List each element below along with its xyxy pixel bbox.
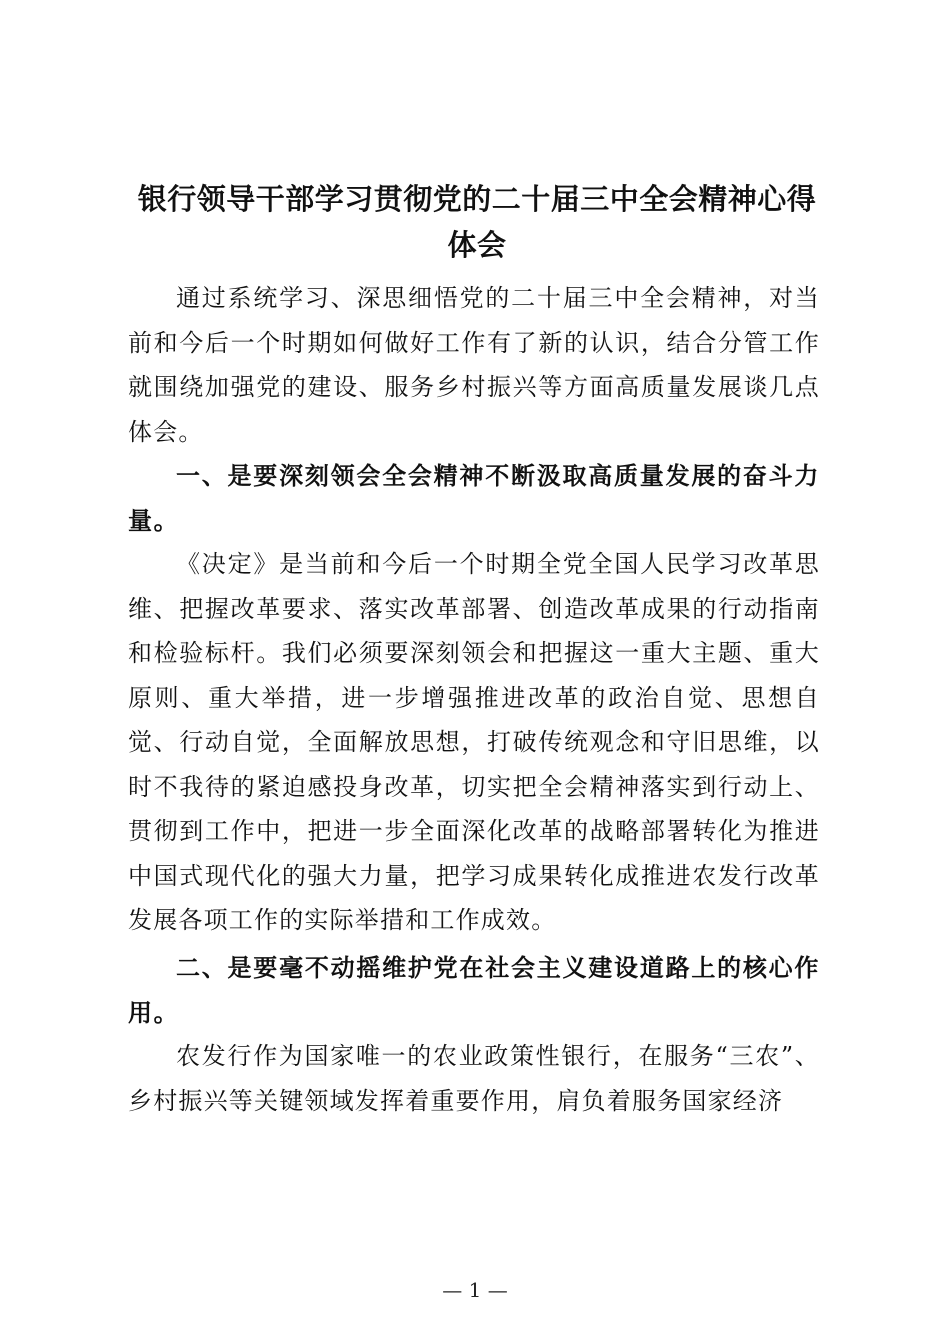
section-1-paragraph: 《决定》是当前和今后一个时期全党全国人民学习改革思维、把握改革要求、落实改革部署、创造改革成果的行动指南和检验标杆。我们必须要深刻领会和把握这一重大主题、重大原则、重大举措，进一步增强推进改革的政治自觉、思想自觉、行动自觉，全面解放思想，打破传统观念和守旧思维，以时不我待的紧迫感投身改革，切实把全会精神落实到行动上、贯彻到工作中，把进一步全面深化改革的战略部署转化为推进中国式现代化的强大力量，把学习成果转化成推进农发行改革发展各项工作的实际举措和工作成效。 xyxy=(128,550,820,934)
section-heading-1: 一、是要深刻领会全会精神不断汲取高质量发展的奋斗力量。 xyxy=(128,462,820,535)
section-2-paragraph: 农发行作为国家唯一的农业政策性银行，在服务“三农”、乡村振兴等关键领域发挥着重要作用，肩负着服务国家经济 xyxy=(128,1042,820,1115)
section-heading-2: 二、是要毫不动摇维护党在社会主义建设道路上的核心作用。 xyxy=(128,954,820,1027)
intro-paragraph: 通过系统学习、深思细悟党的二十届三中全会精神，对当前和今后一个时期如何做好工作有了新的认识，结合分管工作就围绕加强党的建设、服务乡村振兴等方面高质量发展谈几点体会。 xyxy=(128,284,820,446)
document-title: 银行领导干部学习贯彻党的二十届三中全会精神心得体会 xyxy=(137,182,817,262)
page-number: — 1 — xyxy=(442,1278,508,1302)
